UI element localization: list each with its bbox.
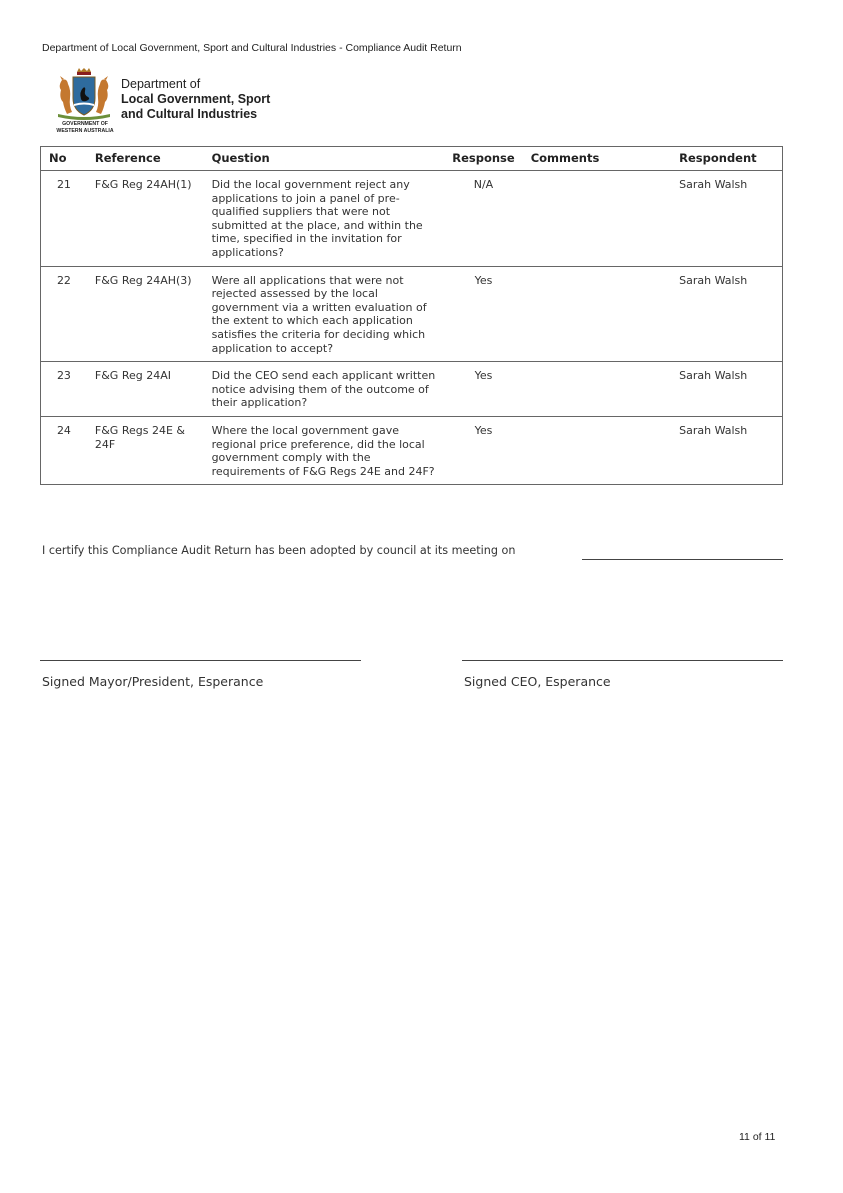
row-reference: F&G Reg 24AH(3) (87, 266, 204, 362)
ceo-signature-line[interactable] (462, 660, 783, 661)
compliance-audit-table (40, 146, 783, 485)
government-line-2: WESTERN AUSTRALIA (56, 127, 114, 134)
page-number: 11 of 11 (739, 1131, 776, 1143)
government-line-1: GOVERNMENT OF (62, 121, 108, 127)
row-response: Yes (474, 423, 493, 437)
row-respondent: Sarah Walsh (671, 362, 782, 417)
mayor-signature-line[interactable] (40, 660, 361, 661)
row-question: Where the local government gave regional price preference, did the local government comply with the requirements of F&G Regs 24E and 24F? (211, 423, 435, 478)
column-header-response: Response (444, 147, 522, 171)
certification-statement: I certify this Compliance Audit Return has been adopted by council at its meeting on (42, 544, 516, 557)
table-row (41, 362, 783, 417)
row-reference: F&G Reg 24AI (87, 362, 204, 417)
department-name (121, 77, 270, 122)
government-label (50, 121, 120, 134)
column-header-reference: Reference (87, 147, 204, 171)
row-number: 23 (41, 362, 87, 417)
table-row (41, 266, 783, 362)
table-row (41, 171, 783, 267)
meeting-date-line[interactable] (582, 559, 783, 560)
column-header-respondent: Respondent (671, 147, 782, 171)
column-header-no: No (41, 147, 87, 171)
running-header-title: Department of Local Government, Sport and Cultural Industries - Compliance Audit Return (42, 42, 462, 54)
row-reference: F&G Regs 24E & 24F (94, 423, 185, 451)
column-header-comments: Comments (523, 147, 671, 171)
row-response: Yes (444, 362, 522, 417)
row-response: Yes (444, 266, 522, 362)
row-comments (523, 416, 671, 484)
row-respondent: Sarah Walsh (679, 423, 748, 437)
row-number: 24 (56, 423, 71, 437)
row-respondent: Sarah Walsh (671, 266, 782, 362)
wa-coat-of-arms-icon (48, 68, 120, 124)
row-comments (523, 266, 671, 362)
row-question: Were all applications that were not rejected assessed by the local government via a written evaluation of the extent to which each application satisfies the criteria for deciding which application to accept? (204, 266, 445, 362)
department-logo (48, 68, 288, 138)
department-name-line-2: Local Government, Sport (121, 92, 271, 106)
row-question: Did the CEO send each applicant written notice advising them of the outcome of their application? (204, 362, 445, 417)
department-name-line-1: Department of (121, 77, 201, 91)
table-row (41, 416, 783, 484)
row-question: Did the local government reject any applications to join a panel of pre-qualified suppliers that were not submitted at the place, and within the time, specified in the invitation for applications? (204, 171, 445, 267)
row-reference: F&G Reg 24AH(1) (87, 171, 204, 267)
department-name-line-3: and Cultural Industries (121, 107, 258, 121)
row-respondent: Sarah Walsh (671, 171, 782, 267)
row-response: N/A (444, 171, 522, 267)
row-comments (523, 171, 671, 267)
mayor-signature-label: Signed Mayor/President, Esperance (42, 674, 264, 689)
column-header-question: Question (204, 147, 445, 171)
row-number: 22 (41, 266, 87, 362)
row-comments (523, 362, 671, 417)
row-number: 21 (41, 171, 87, 267)
ceo-signature-label: Signed CEO, Esperance (464, 674, 611, 689)
table-header-row (41, 147, 783, 171)
